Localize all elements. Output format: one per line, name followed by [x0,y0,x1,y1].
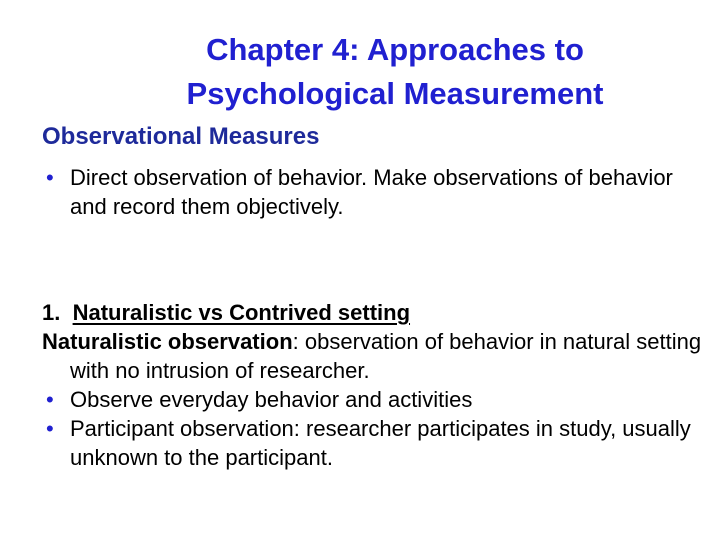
bullet-icon: • [46,416,54,441]
subsection [42,298,702,472]
subsection-title: Naturalistic vs Contrived setting [72,300,411,325]
bullet-icon: • [46,387,54,412]
bullet-item [42,414,702,472]
slide-title [40,28,720,116]
subsection-number: 1. [42,300,61,325]
title-line-1: Chapter 4: Approaches to [206,32,584,67]
section-heading: Observational Measures [42,123,320,150]
definition-paragraph [42,327,702,385]
bullet-text: Participant observation: researcher participates in study, usually unknown to the participant. [70,416,691,470]
bullet-icon: • [46,165,54,190]
section-bullets [42,163,702,221]
subsection-heading [42,298,702,327]
bullet-item [42,385,702,414]
bullet-text: Observe everyday behavior and activities [70,387,473,412]
definition-text: : observation of behavior in natural setting with no intrusion of researcher. [70,329,702,383]
bullet-text: Direct observation of behavior. Make observations of behavior and record them objectively. [70,165,673,219]
definition-term: Naturalistic observation [42,329,293,354]
bullet-item [42,163,702,221]
title-line-2: Psychological Measurement [186,76,604,111]
